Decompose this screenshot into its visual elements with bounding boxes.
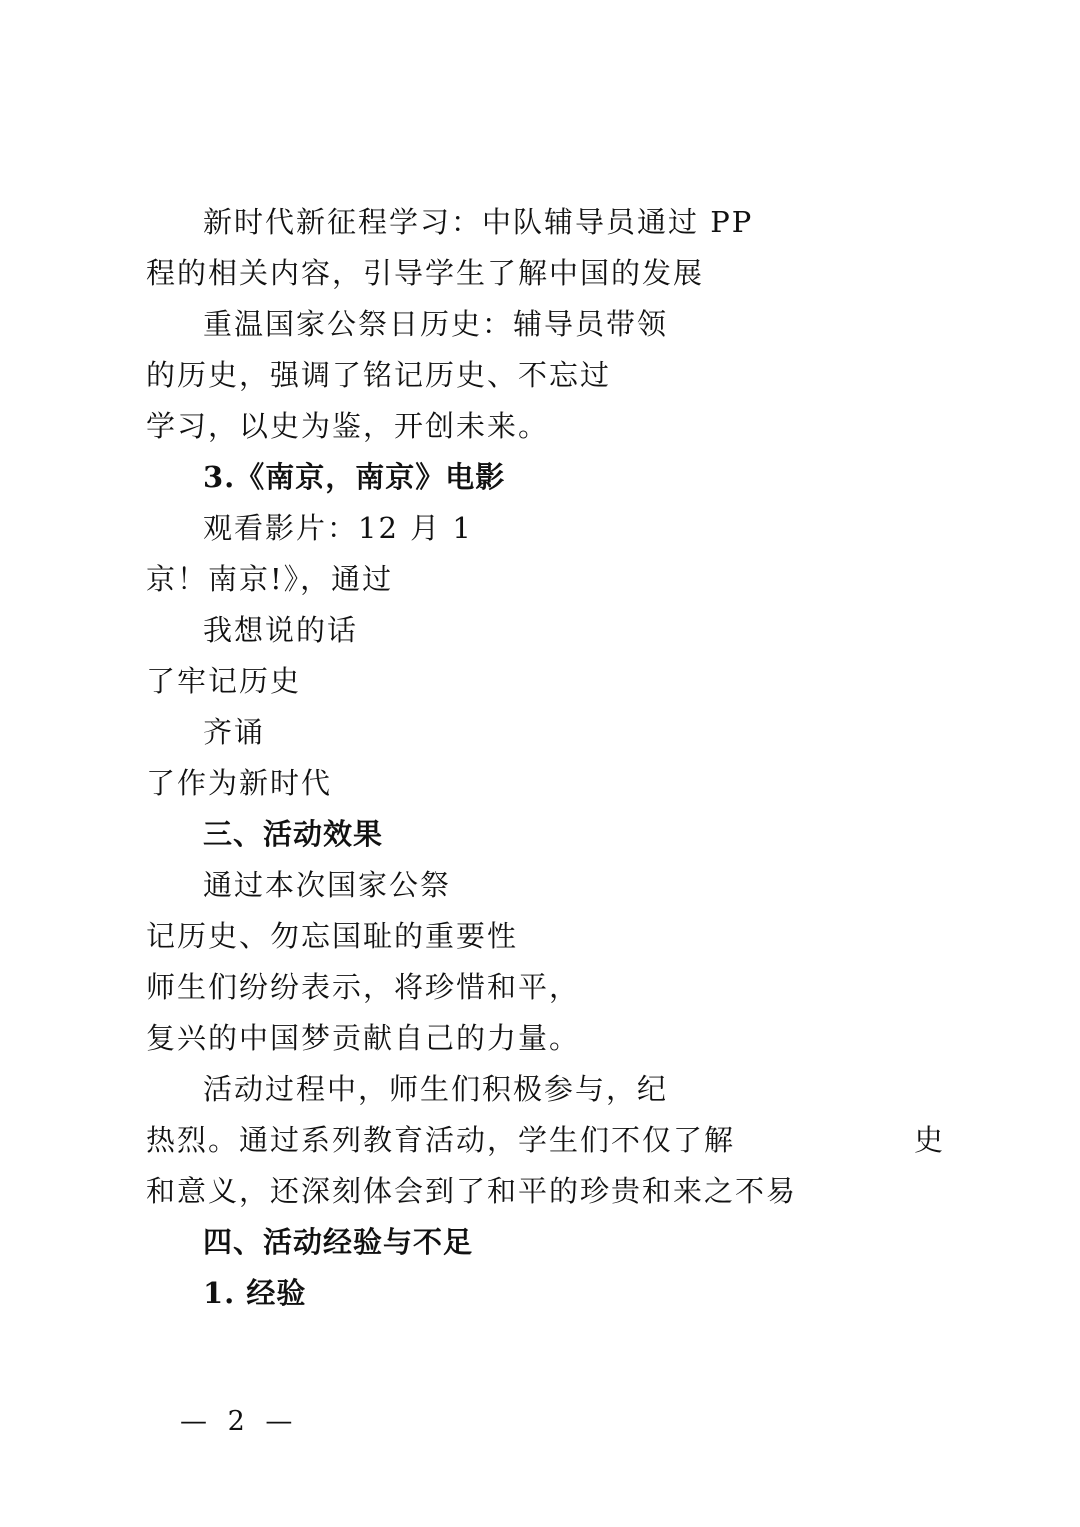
body-line: 的历史，强调了铭记历史、不忘过 — [146, 358, 612, 392]
body-line: 热烈。通过系列教育活动，学生们不仅了解 — [146, 1123, 736, 1157]
body-line: 京！南京!》，通过 — [146, 562, 394, 596]
page-number: — 2 — — [180, 1406, 299, 1437]
body-line: 我想说的话 — [203, 613, 359, 647]
body-line: 学习，以史为鉴，开创未来。 — [146, 409, 550, 443]
body-line: 观看影片：12 月 1 — [203, 511, 473, 545]
body-line: 程的相关内容，引导学生了解中国的发展 — [146, 256, 705, 290]
body-line: 重温国家公祭日历史：辅导员带领 — [203, 307, 669, 341]
line-fragment-right: 史 — [914, 1123, 946, 1157]
section-heading: 三、活动效果 — [203, 817, 384, 851]
section-heading: 四、活动经验与不足 — [203, 1225, 474, 1259]
body-line: 了牢记历史 — [146, 664, 302, 698]
body-line: 复兴的中国梦贡献自己的力量。 — [146, 1021, 581, 1055]
body-line: 师生们纷纷表示，将珍惜和平， — [146, 970, 581, 1004]
section-heading: 1. 经验 — [203, 1276, 307, 1310]
body-line: 了作为新时代 — [146, 766, 333, 800]
body-line: 通过本次国家公祭 — [203, 868, 452, 902]
section-heading: 3.《南京，南京》电影 — [203, 460, 506, 494]
body-line: 新时代新征程学习：中队辅导员通过 PP — [203, 205, 754, 239]
body-line: 记历史、勿忘国耻的重要性 — [146, 919, 519, 953]
body-line: 和意义，还深刻体会到了和平的珍贵和来之不易 — [146, 1174, 798, 1208]
body-line: 活动过程中，师生们积极参与，纪 — [203, 1072, 669, 1106]
body-line: 齐诵 — [203, 715, 266, 749]
